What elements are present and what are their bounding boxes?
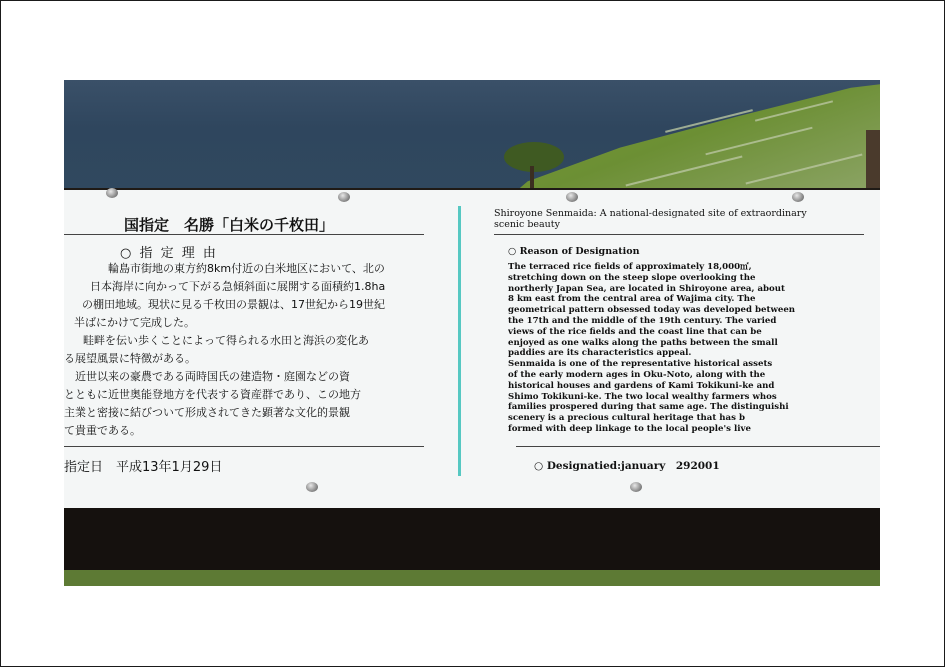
jp-line: 近世以来の豪農である両時国氏の建造物・庭園などの資: [64, 370, 350, 383]
en-line: views of the rice fields and the coast line that can be: [508, 326, 762, 337]
jp-line: とともに近世奥能登地方を代表する資産群であり、この地方: [64, 388, 361, 401]
jp-line: 畦畔を伝い歩くことによって得られる水田と海浜の変化あ: [72, 334, 369, 347]
jp-line: る展望風景に特徴がある。: [64, 352, 196, 365]
jp-line: 輪島市街地の東方約8km付近の白米地区において、北の: [108, 262, 385, 275]
jp-title-rule: [64, 234, 424, 235]
en-line: scenery is a precious cultural heritage that has b: [508, 413, 745, 424]
en-footer-rule: [516, 446, 880, 447]
en-line: historical houses and gardens of Kami Tokikuni-ke and: [508, 380, 775, 391]
center-divider: [458, 206, 461, 476]
en-line: formed with deep linkage to the local people's live: [508, 423, 751, 434]
photo: [64, 80, 880, 586]
en-line: Senmaida is one of the representative historical assets: [508, 359, 773, 370]
en-line: the 17th and the middle of the 19th century. The varied: [508, 315, 777, 326]
sign-board: [64, 190, 880, 508]
jp-line: て貴重である。: [64, 424, 141, 437]
en-line: 8 km east from the central area of Wajima city. The: [508, 294, 756, 305]
jp-body: [64, 260, 424, 440]
jp-line: 日本海岸に向かって下がる急傾斜面に展開する面積約1.8ha: [90, 280, 386, 293]
screw: [106, 188, 118, 198]
jp-line: の棚田地域。現状に見る千枚田の景観は、17世紀から19世紀: [82, 298, 385, 311]
jp-designation-date: 指定日 平成13年1月29日: [64, 460, 223, 475]
jp-title: 国指定 名勝「白米の千枚田」: [124, 216, 335, 234]
en-designation-date: ○ Designatied:january 292001: [534, 460, 720, 472]
jp-line: 主業と密接に結びついて形成されてきた顕著な文化的景観: [64, 406, 350, 419]
en-body: [508, 262, 880, 435]
screw: [306, 482, 318, 492]
en-line: enjoyed as one walks along the paths between the small: [508, 337, 778, 348]
en-line: of the early modern ages in Oku-Noto, along with the: [508, 369, 766, 380]
jp-footer-rule: [64, 446, 424, 447]
screw: [630, 482, 642, 492]
en-title: Shiroyone Senmaida: A national-designated site of extraordinary scenic beauty: [494, 208, 807, 230]
pine-tree: [504, 142, 564, 172]
sign-base: [64, 508, 880, 570]
en-reason-heading: ○ Reason of Designation: [508, 246, 640, 257]
en-line: paddies are its characteristics appeal.: [508, 348, 692, 359]
en-line: geometrical pattern obsessed today was developed between: [508, 305, 796, 316]
jp-reason-heading: ○ 指 定 理 由: [120, 246, 218, 261]
en-title-rule: [494, 234, 864, 235]
en-line: northerly Japan Sea, are located in Shiroyone area, about: [508, 283, 785, 294]
screw: [338, 192, 350, 202]
en-line: families prospered during that same age. The distinguishi: [508, 402, 789, 413]
jp-line: 半ばにかけて完成した。: [74, 316, 195, 329]
screw: [792, 192, 804, 202]
en-line: The terraced rice fields of approximately 18,000㎡,: [508, 262, 752, 272]
en-line: Shimo Tokikuni-ke. The two local wealthy farmers whos: [508, 391, 777, 402]
en-line: stretching down on the steep slope overlooking the: [508, 272, 756, 283]
screw: [566, 192, 578, 202]
grass: [64, 570, 880, 586]
pine-trunk: [530, 166, 534, 188]
